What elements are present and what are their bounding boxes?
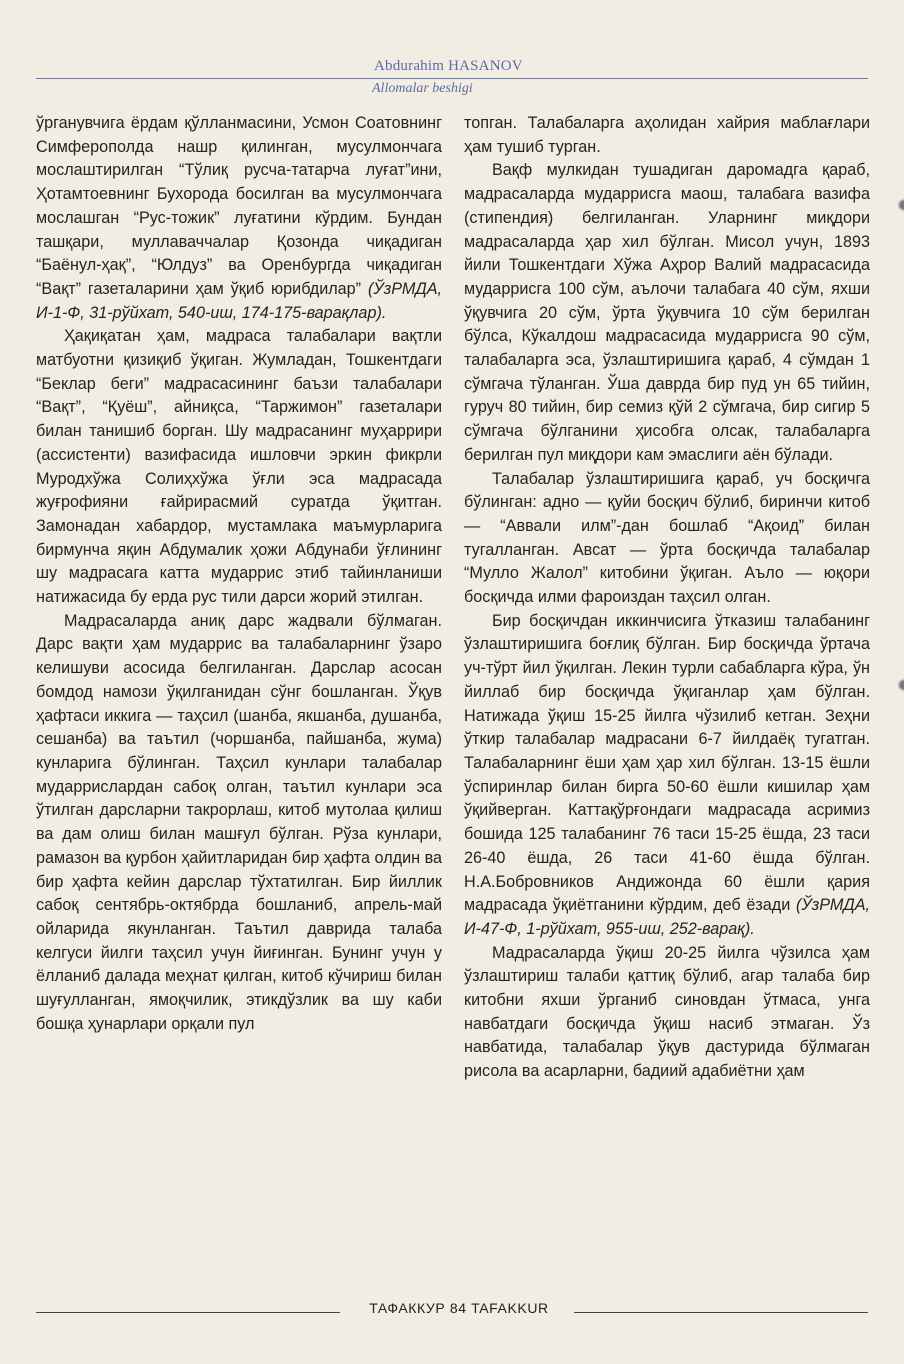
page-footer	[0, 1300, 904, 1324]
page-header	[0, 58, 904, 108]
right-paragraph-1: топган. Талабаларга аҳолидан хайрия маблағлари ҳам тушиб турган.	[464, 114, 870, 156]
paragraph-text: Бир босқичдан иккинчисига ўтказиш талабанинг ўзлаштиришига боғлиқ бўлган. Бир босқичда ўртача уч-тўрт йил ўқилган. Лекин турли сабабларга кўра, ўн йиллаб бир босқичда ўқиганлар ҳам бўлган. Натижада ўқиш 15-25 йилга чўзилиб кетган. Зеҳни ўткир талабалар мадрасани 6-7 йилдаёқ тугатган. Талабаларнинг ёши ҳам ҳар хил бўлган. 13-15 ёшли ўспиринлар билан бирга 50-60 ёшли кишилар ҳам ўқийверган. Каттақўрғондаги мадрасада асримиз бошида 125 талабанинг 76 таси 15-25 ёшда, 23 таси 26-40 ёшда, 26 таси 41-60 ёшда бўлган. Н.А.Бобровников Андижонда 60 ёшли қария мадрасада ўқиётганини кўрдим, деб ёзади	[464, 611, 870, 915]
left-paragraph-2: Ҳақиқатан ҳам, мадраса талабалари вақтли матбуотни қизиқиб ўқиган. Жумладан, Тошкентдаги “Беклар беги” мадрасасининг баъзи талабалари “Вақт”, “Қуёш”, айниқса, “Таржимон” газеталари билан танишиб борган. Шу мадрасанинг муҳаррири (ассистенти) вазифасида ишловчи эркин фикрли Муродхўжа Солиҳхўжа ўғли эса мадрасада жуғрофияни ғайрирасмий суратда ўқитган. Замонадан хабардор, мустамлака маъмурларига бирмунча яқин Абдумалик ҳожи Абдунаби ўғлининг шу мадрасага катта мударрис этиб тайинланиши натижасида бу ерда рус тили дарси жорий этилган.	[36, 327, 442, 607]
right-paragraph-2: Вақф мулкидан тушадиган даромадга қараб, мадрасаларда мударрисга маош, талабага вазифа (стипендия) белгиланган. Уларнинг миқдори мадрасаларда ҳар хил бўлган. Мисол учун, 1893 йили Тошкентдаги Хўжа Аҳрор Валий мадрасасида мударрисга 100 сўм, аълочи талабага 40 сўм, яхши ўқувчига 20 сўм, ўрта ўқувчига 10 сўм берилган бўлса, Кўкалдош мадрасасида мударрисга 90 сўм, талабаларга эса, ўзлаштиришига қараб, 4 сўмдан 1 сўмгача тўланган. Ўша даврда бир пуд ун 65 тийин, гуруч 80 тийин, бир семиз қўй 2 сўмгача, бир сигир 5 сўмгача бўлганини ҳисобга олсак, талабаларга берилган пул миқдори кам эмаслиги аён бўлади.	[464, 161, 870, 464]
section-subtitle: Allomalar beshigi	[372, 81, 473, 96]
binding-hole-mark	[894, 196, 904, 214]
archive-reference: (ЎзРМДА, И-47-Ф, 1-рўйхат, 955-иш, 252-варақ).	[464, 896, 870, 938]
footer-page-label: ТАФАККУР 84 TAFAKKUR	[369, 1300, 549, 1316]
header-rule	[36, 78, 868, 79]
right-paragraph-3: Талабалар ўзлаштиришига қараб, уч босқичга бўлинган: адно — қуйи босқич бўлиб, биринчи китоб — “Аввали илм”-дан бошлаб “Ақоид” билан тугалланган. Авсат — ўрта босқичда талабалар “Мулло Жалол” китобини ўқиган. Аъло — юқори босқичда илми фароиздан таҳсил олган.	[464, 469, 870, 607]
right-paragraph-5: Мадрасаларда ўқиш 20-25 йилга чўзилса ҳам ўзлаштириш талаби қаттиқ бўлиб, агар талаба бир китобни яхши ўрганиб синовдан ўтмаса, унга навбатдаги босқичда ўқиш насиб этмаган. Ўз навбатида, талабалар ўқув дастурида бўлмаган рисола ва асарларни, бадиий адабиётни ҳам	[464, 943, 870, 1081]
footer-rule-right	[574, 1312, 868, 1313]
right-paragraph-4	[464, 610, 870, 942]
left-paragraph-1	[36, 112, 442, 325]
footer-rule-left	[36, 1312, 340, 1313]
left-paragraph-3: Мадрасаларда аниқ дарс жадвали бўлмаган. Дарс вақти ҳам мударрис ва талабаларнинг ўзаро келишуви асосида белгиланган. Дарслар асосан бомдод намози ўқилганидан сўнг бошланган. Ўқув ҳафтаси иккига — таҳсил (шанба, якшанба, душанба, сешанба) ва таътил (чоршанба, пайшанба, жума) кунларига бўлинган. Таҳсил кунлари талабалар мударрислардан сабоқ олган, таътил кунлари эса ўтилган дарсларни такрорлаш, китоб мутолаа қилиш ва дам олиш билан машғул бўлган. Рўза кунлари, рамазон ва қурбон ҳайитларидан бир ҳафта олдин ва бир ҳафта кейин дарслар тўхтатилган. Бир йиллик сабоқ сентябрь-октябрда бошланиб, апрель-май ойларида якунланган. Таътил даврида талаба келгуси йилги таҳсил учун йиғинган. Бунинг учун у ёлланиб далада меҳнат қилган, китоб кўчириш билан шуғулланган, ямоқчилик, этикдўзлик ва шу каби бошқа ҳунарлари орқали пул	[36, 611, 442, 1033]
left-column	[36, 112, 442, 1282]
paragraph-text: ўрганувчига ёрдам қўлланмасини, Усмон Соатовнинг Симферополда нашр қилинган, мусулмончага мослаштирилган “Тўлиқ русча-татарча луғат”ини, Ҳотамтоевнинг Бухорода босилган ва мусулмончага мослашган “Рус-тожик” луғатини кўрдим. Бундан ташқари, муллаваччалар Қозонда чиқадиган “Баёнул-ҳақ”, “Юлдуз” ва Оренбургда чиқадиган “Вақт” газеталарини ҳам ўқиб юрибдилар”	[36, 114, 442, 298]
author-name: Abdurahim HASANOV	[374, 58, 523, 74]
right-column	[464, 112, 870, 1282]
archive-reference: (ЎзРМДА, И-1-Ф, 31-рўйхат, 540-иш, 174-175-варақлар).	[36, 279, 442, 322]
binding-hole-mark	[894, 676, 904, 694]
